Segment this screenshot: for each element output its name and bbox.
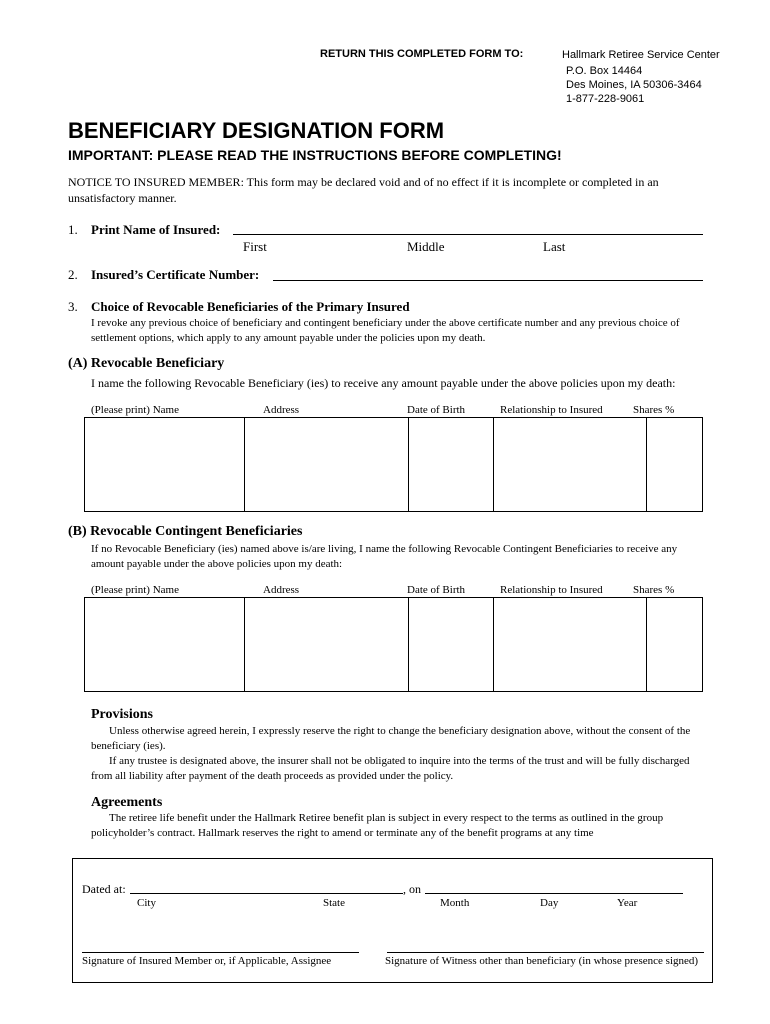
section-b-address-cell[interactable] — [245, 598, 409, 692]
important-notice: IMPORTANT: PLEASE READ THE INSTRUCTIONS BEFORE COMPLETING! — [68, 147, 562, 163]
provisions-paragraph-1: Unless otherwise agreed herein, I expressly reserve the right to change the beneficiary designation above, without the consent of the beneficiary (ies). — [91, 725, 691, 752]
middle-name-caption: Middle — [407, 239, 445, 254]
last-name-caption: Last — [543, 239, 566, 254]
insured-name-field[interactable] — [233, 234, 703, 235]
date-field[interactable] — [425, 893, 683, 894]
section-a-beneficiary-table — [84, 417, 703, 512]
section-a-name-cell[interactable] — [85, 418, 245, 512]
form-title: BENEFICIARY DESIGNATION FORM — [68, 118, 445, 143]
provisions-paragraph-2: If any trustee is designated above, the insurer shall not be obligated to inquire into the terms of the trust and will be fully discharged from all liability after payment of the death proceeds as provided under the policy. — [91, 755, 690, 782]
dated-at-label: Dated at: — [82, 882, 126, 896]
section-a-col-dob: Date of Birth — [407, 404, 466, 416]
section-b-col-dob: Date of Birth — [407, 584, 466, 596]
section-b-dob-cell[interactable] — [409, 598, 494, 692]
first-name-caption: First — [243, 239, 267, 254]
section-b-name-cell[interactable] — [85, 598, 245, 692]
return-address-line-2: P.O. Box 14464 — [566, 65, 643, 77]
section-a-col-name: (Please print) Name — [91, 404, 179, 416]
section-b-col-relationship: Relationship to Insured — [500, 584, 603, 596]
section-b-beneficiary-table — [84, 597, 703, 692]
provisions-heading: Provisions — [91, 707, 153, 722]
notice-text: NOTICE TO INSURED MEMBER: This form may be declared void and of no effect if it is incomplete or completed in an unsatisfactory manner. — [68, 175, 659, 205]
item3-heading: Choice of Revocable Beneficiaries of the Primary Insured — [91, 299, 410, 314]
section-a-shares-cell[interactable] — [647, 418, 703, 512]
agreements-paragraph: The retiree life benefit under the Hallmark Retiree benefit plan is subject in every respect to the terms as outlined in the group policyholder’s contract. Hallmark reserves the right to amend or terminate any of the benefit programs at any time — [91, 812, 664, 839]
item3-number: 3. — [68, 299, 78, 314]
section-a-heading: (A) Revocable Beneficiary — [68, 356, 225, 371]
dated-at-field[interactable] — [130, 893, 403, 894]
section-a-address-cell[interactable] — [245, 418, 409, 512]
item1-number: 1. — [68, 222, 78, 237]
item2-number: 2. — [68, 267, 78, 282]
insured-signature-line[interactable] — [82, 952, 359, 953]
city-caption: City — [137, 897, 156, 909]
insured-signature-caption: Signature of Insured Member or, if Applicable, Assignee — [82, 955, 332, 967]
insured-name-label: Print Name of Insured: — [91, 222, 221, 237]
item3-text: I revoke any previous choice of beneficiary and contingent beneficiary under the above certificate number and any previous choice of settlement options, which apply to any amount payable under the policies upon my death. — [91, 317, 680, 344]
return-label: RETURN THIS COMPLETED FORM TO: — [320, 48, 524, 60]
year-caption: Year — [617, 897, 638, 909]
certificate-number-label: Insured’s Certificate Number: — [91, 267, 260, 282]
section-b-shares-cell[interactable] — [647, 598, 703, 692]
return-address-line-3: Des Moines, IA 50306-3464 — [566, 79, 702, 91]
section-b-heading: (B) Revocable Contingent Beneficiaries — [68, 524, 303, 539]
section-b-relationship-cell[interactable] — [494, 598, 647, 692]
return-address-line-1: Hallmark Retiree Service Center — [562, 49, 720, 61]
section-b-text: If no Revocable Beneficiary (ies) named above is/are living, I name the following Revocable Contingent Beneficiaries to receive any amount payable under the above policies upon my death: — [91, 543, 678, 570]
witness-signature-caption: Signature of Witness other than beneficiary (in whose presence signed) — [385, 955, 699, 967]
return-address-line-4: 1-877-228-9061 — [566, 93, 645, 105]
month-caption: Month — [440, 897, 470, 909]
section-b-col-shares: Shares % — [633, 584, 675, 596]
state-caption: State — [323, 897, 345, 909]
section-a-text: I name the following Revocable Beneficiary (ies) to receive any amount payable under the above policies upon my death: — [91, 376, 676, 390]
day-caption: Day — [540, 897, 559, 909]
section-a-col-address: Address — [263, 404, 300, 416]
section-b-col-address: Address — [263, 584, 300, 596]
section-a-col-shares: Shares % — [633, 404, 675, 416]
certificate-number-field[interactable] — [273, 280, 703, 281]
dated-on-label: , on — [403, 882, 421, 896]
agreements-heading: Agreements — [91, 795, 163, 810]
section-a-dob-cell[interactable] — [409, 418, 494, 512]
section-b-col-name: (Please print) Name — [91, 584, 179, 596]
witness-signature-line[interactable] — [387, 952, 704, 953]
section-a-relationship-cell[interactable] — [494, 418, 647, 512]
section-a-col-relationship: Relationship to Insured — [500, 404, 603, 416]
